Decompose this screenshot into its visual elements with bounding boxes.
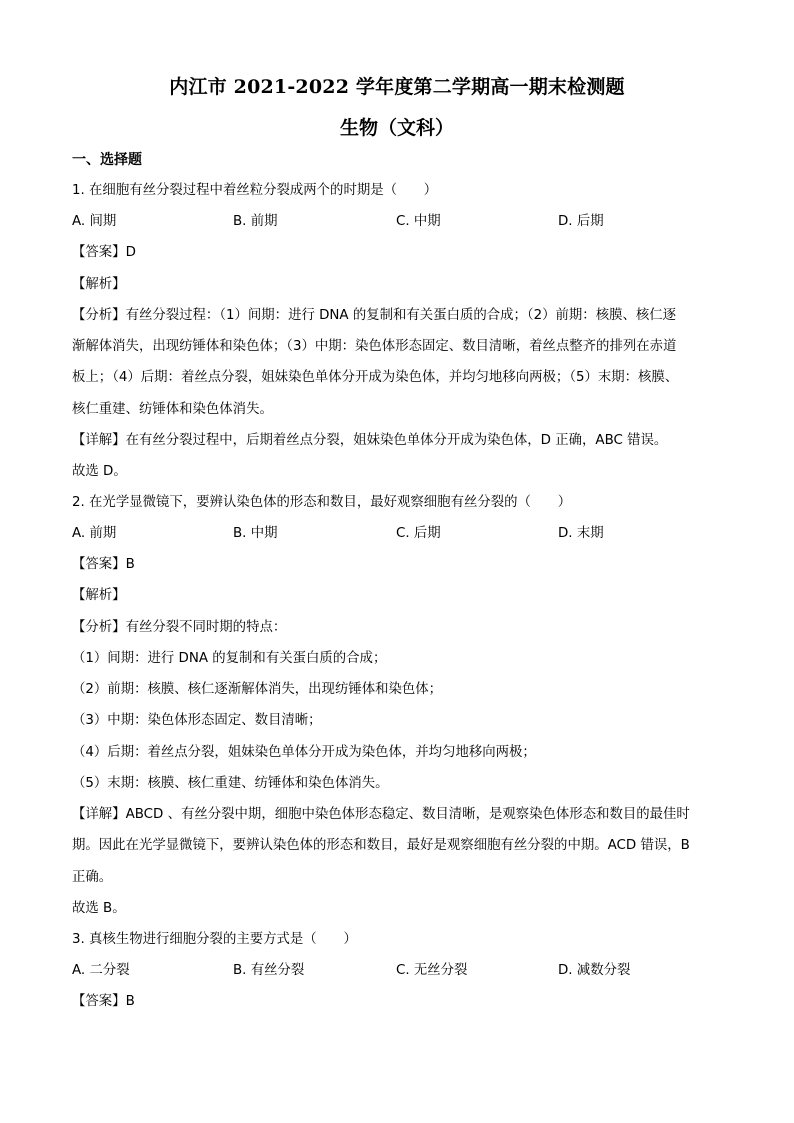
q2-analysis-item-2: （2）前期：核膜、核仁逐渐解体消失，出现纺锤体和染色体； [72, 682, 443, 697]
q2-option-b: B. 中期 [233, 526, 278, 541]
q2-detail-line-2: 期。因此在光学显微镜下，要辨认染色体的形态和数目，最好是观察细胞有丝分裂的中期。ACD 错误，B [72, 838, 690, 853]
q1-conclusion: 故选 D。 [72, 464, 127, 479]
analysis-tag: 【分析】 [72, 308, 126, 323]
detail-tag: 【详解】 [72, 433, 126, 448]
q1-analysis-line-4: 核仁重建、纺锤体和染色体消失。 [72, 402, 273, 417]
q2-analysis-item-3: （3）中期：染色体形态固定、数目清晰； [72, 713, 322, 728]
answer-tag: 【答案】 [72, 994, 126, 1009]
question-2-stem: 2. 在光学显微镜下，要辨认染色体的形态和数目，最好观察细胞有丝分裂的（ ） [72, 495, 572, 510]
q1-detail-text: 在有丝分裂过程中，后期着丝点分裂，姐妹染色单体分开成为染色体，D 正确，ABC 错误。 [125, 433, 668, 448]
q2-analysis-item-4: （4）后期：着丝点分裂，姐妹染色单体分开成为染色体，并均匀地移向两极； [72, 745, 536, 760]
q1-analysis-line-1 [72, 307, 724, 325]
q1-answer-line [72, 244, 724, 262]
q1-explain-tag: 【解析】 [72, 277, 126, 292]
q1-analysis-text-1: 有丝分裂过程：（1）间期：进行 DNA 的复制和有关蛋白质的合成；（2）前期：核膜、核仁逐 [125, 308, 677, 323]
q2-analysis-item-1: （1）间期：进行 DNA 的复制和有关蛋白质的合成； [72, 651, 387, 666]
q2-answer-line [72, 556, 724, 574]
q1-option-a: A. 间期 [72, 214, 117, 229]
q1-analysis-line-3: 板上；（4）后期：着丝点分裂，姐妹染色单体分开成为染色体，并均匀地移向两极；（5）末期：核膜、 [72, 370, 679, 385]
q2-explain-tag: 【解析】 [72, 588, 126, 603]
q1-option-d: D. 后期 [558, 214, 604, 229]
q2-option-a: A. 前期 [72, 526, 117, 541]
section-heading: 一、选择题 [72, 152, 142, 168]
q2-conclusion: 故选 B。 [72, 901, 126, 916]
q1-analysis-line-2: 渐解体消失，出现纺锤体和染色体；（3）中期：染色体形态固定、数目清晰，着丝点整齐的排列在赤道 [72, 339, 677, 354]
question-3-stem: 3. 真核生物进行细胞分裂的主要方式是（ ） [72, 932, 357, 947]
q2-detail-line-1 [72, 806, 724, 824]
analysis-tag: 【分析】 [72, 620, 126, 635]
detail-tag: 【详解】 [72, 807, 126, 822]
q2-answer: B [125, 557, 135, 572]
q2-analysis-head [72, 619, 724, 637]
q1-option-c: C. 中期 [396, 214, 441, 229]
q1-option-b: B. 前期 [233, 214, 278, 229]
page-subtitle: 生物（文科） [339, 117, 454, 139]
q3-option-b: B. 有丝分裂 [233, 963, 305, 978]
question-1-stem: 1. 在细胞有丝分裂过程中着丝粒分裂成两个的时期是（ ） [72, 183, 438, 198]
q3-option-c: C. 无丝分裂 [396, 963, 468, 978]
q2-option-d: D. 末期 [558, 526, 604, 541]
q2-analysis-item-5: （5）末期：核膜、核仁重建、纺锤体和染色体消失。 [72, 776, 389, 791]
q3-answer-line [72, 993, 724, 1011]
q2-detail-line-3: 正确。 [72, 870, 113, 885]
q2-analysis-head-text: 有丝分裂不同时期的特点： [125, 620, 287, 635]
q3-option-d: D. 减数分裂 [558, 963, 631, 978]
q1-answer: D [125, 245, 136, 260]
answer-tag: 【答案】 [72, 245, 126, 260]
q3-option-a: A. 二分裂 [72, 963, 130, 978]
q3-answer: B [125, 994, 135, 1009]
q1-detail-line [72, 432, 724, 450]
q2-detail-text-1: ABCD 、有丝分裂中期，细胞中染色体形态稳定、数目清晰，是观察染色体形态和数目的最佳时 [125, 807, 690, 822]
q2-option-c: C. 后期 [396, 526, 441, 541]
page-title: 内江市 2021-2022 学年度第二学期高一期末检测题 [169, 76, 625, 98]
answer-tag: 【答案】 [72, 557, 126, 572]
